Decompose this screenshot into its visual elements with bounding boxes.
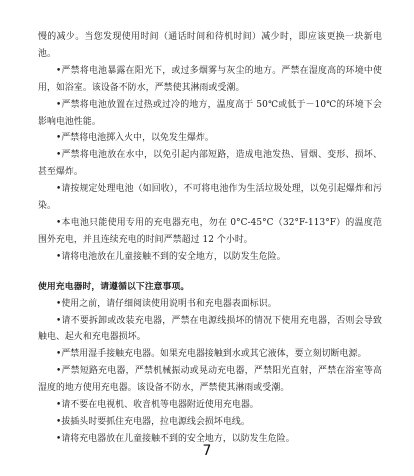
battery-water-warning: •严禁将电池放在水中，以免引起内部短路，造成电池发热、冒烟、变形、损坏、甚至爆炸。	[38, 150, 382, 178]
battery-disposal-note: •请按规定处理电池（如回收），不可将电池作为生活垃圾处理，以免引起爆炸和污染。	[38, 184, 382, 212]
charger-unplug-note: •拔插头时要抓住充电器，拉电源线会损坏电线。	[56, 416, 250, 427]
manual-page-body	[38, 29, 382, 448]
charger-read-manual-note: •使用之前，请仔细阅读使用说明书和充电器表面标识。	[56, 298, 277, 309]
charger-short-circuit-warning: •严禁短路充电器，严禁机械振动或晃动充电器，严禁阳光直射，严禁在浴室等高湿度的地方使用充电器。该设备不防水，严禁使其淋雨或受潮。	[38, 366, 382, 394]
charger-no-disassembly-warning: •请不要拆卸或改装充电器，严禁在电源线损坏的情况下使用充电器，否则会导致触电、起火和充电器损坏。	[38, 315, 382, 343]
battery-charging-note: •本电池只能使用专用的充电器充电，勿在 0°C-45°C（32°F-113°F）的温度范围外充电，并且连续充电的时间严禁超过 12 个小时。	[38, 217, 382, 245]
battery-sunlight-warning: •严禁将电池暴露在阳光下，或过多烟雾与灰尘的地方。严禁在湿度高的环境中使用，如浴室。该设备不防水，严禁使其淋雨或受潮。	[38, 65, 382, 93]
battery-children-warning: •请将电池放在儿童接触不到的安全地方，以防发生危险。	[56, 251, 286, 262]
charger-section-heading: 使用充电器时，请遵循以下注意事项。	[38, 281, 190, 292]
charger-children-warning: •请将充电器放在儿童接触不到的安全地方，以防发生危险。	[56, 433, 295, 444]
battery-intro-paragraph: 慢的减少。当您发现使用时间（通话时间和待机时间）减少时，即应该更换一块新电池。	[38, 32, 382, 59]
battery-temperature-warning: •严禁将电池放置在过热或过冷的地方，温度高于 50℃或低于－10℃的环境下会影响电池性能。	[38, 99, 382, 127]
page-number: 7	[202, 443, 212, 459]
battery-precautions-section	[38, 29, 382, 266]
charger-wet-hands-warning: •严禁用湿手接触充电器。如果充电器接触到水或其它液体，要立刻切断电源。	[56, 349, 367, 360]
charger-appliance-note: •请不要在电视机、收音机等电器附近使用充电器。	[56, 400, 259, 411]
battery-fire-warning: •严禁将电池掷入火中，以免发生爆炸。	[56, 133, 214, 144]
charger-precautions-section	[38, 279, 382, 448]
